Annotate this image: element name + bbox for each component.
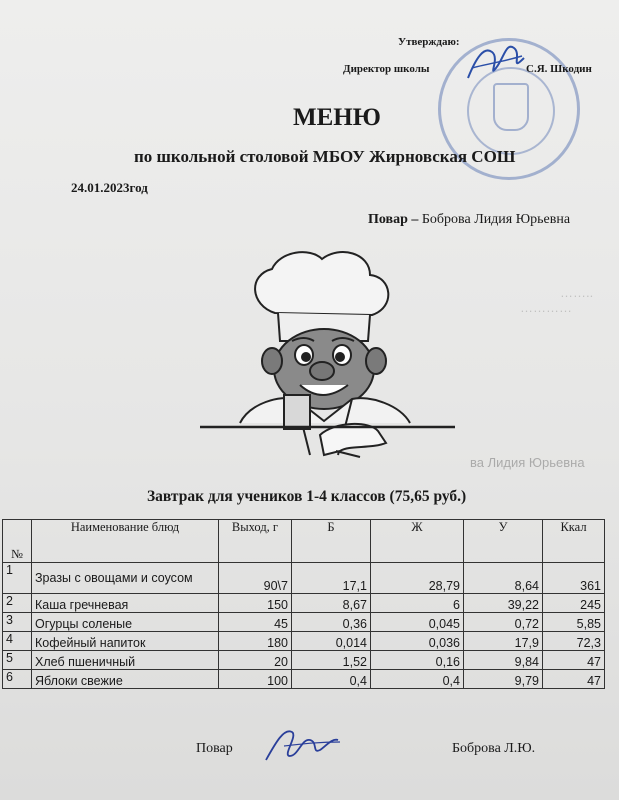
row-kcal: 47 <box>543 670 605 689</box>
row-out: 45 <box>219 613 292 632</box>
row-fat: 0,045 <box>371 613 464 632</box>
row-out: 90\7 <box>219 563 292 594</box>
approve-label: Утверждаю: <box>398 36 460 48</box>
subtitle: по школьной столовой МБОУ Жирновская СОШ <box>134 147 516 166</box>
header-kcal: Ккал <box>543 520 605 563</box>
table-row <box>3 613 605 632</box>
row-fat: 6 <box>371 594 464 613</box>
row-carbs: 9,84 <box>464 651 543 670</box>
director-name: С.Я. Шкодин <box>526 63 592 75</box>
row-kcal: 72,3 <box>543 632 605 651</box>
chef-illustration-icon <box>200 245 460 465</box>
header-protein: Б <box>292 520 371 563</box>
row-name: Яблоки свежие <box>32 670 219 689</box>
row-name: Огурцы соленые <box>32 613 219 632</box>
row-protein: 0,4 <box>292 670 371 689</box>
row-fat: 0,16 <box>371 651 464 670</box>
footer-cook-label: Повар <box>196 741 233 756</box>
table-row <box>3 670 605 689</box>
row-fat: 0,4 <box>371 670 464 689</box>
row-protein: 8,67 <box>292 594 371 613</box>
row-kcal: 5,85 <box>543 613 605 632</box>
table-row <box>3 594 605 613</box>
row-name: Каша гречневая <box>32 594 219 613</box>
page-title: МЕНЮ <box>293 104 381 131</box>
row-num: 3 <box>3 613 32 632</box>
header-carbs: У <box>464 520 543 563</box>
row-name: Кофейный напиток <box>32 632 219 651</box>
row-protein: 0,36 <box>292 613 371 632</box>
menu-table <box>2 519 605 689</box>
row-fat: 28,79 <box>371 563 464 594</box>
header-num: № <box>3 520 32 563</box>
row-out: 20 <box>219 651 292 670</box>
meal-title: Завтрак для учеников 1-4 классов (75,65 руб.) <box>147 488 467 505</box>
row-protein: 0,014 <box>292 632 371 651</box>
table-header-row <box>3 520 605 563</box>
ghost-mark: ………… <box>520 300 572 315</box>
cook-signature-icon <box>262 722 342 768</box>
row-carbs: 39,22 <box>464 594 543 613</box>
cook-label: Повар – <box>368 212 419 227</box>
director-label: Директор школы <box>343 63 430 75</box>
header-fat: Ж <box>371 520 464 563</box>
row-carbs: 9,79 <box>464 670 543 689</box>
row-num: 6 <box>3 670 32 689</box>
row-kcal: 361 <box>543 563 605 594</box>
director-signature-icon <box>462 28 532 90</box>
footer-cook-name: Боброва Л.Ю. <box>452 741 536 756</box>
ghost-mark: …….. <box>560 285 594 300</box>
row-protein: 1,52 <box>292 651 371 670</box>
row-num: 1 <box>3 563 32 594</box>
row-name: Зразы с овощами и соусом <box>32 563 219 594</box>
table-row <box>3 563 605 594</box>
row-name: Хлеб пшеничный <box>32 651 219 670</box>
row-num: 4 <box>3 632 32 651</box>
row-kcal: 245 <box>543 594 605 613</box>
cook-line <box>368 212 570 228</box>
row-carbs: 0,72 <box>464 613 543 632</box>
ghost-name: ва Лидия Юрьевна <box>470 455 585 470</box>
row-num: 5 <box>3 651 32 670</box>
row-fat: 0,036 <box>371 632 464 651</box>
row-protein: 17,1 <box>292 563 371 594</box>
row-carbs: 17,9 <box>464 632 543 651</box>
header-out: Выход, г <box>219 520 292 563</box>
table-row <box>3 651 605 670</box>
row-kcal: 47 <box>543 651 605 670</box>
row-carbs: 8,64 <box>464 563 543 594</box>
table-row <box>3 632 605 651</box>
row-out: 180 <box>219 632 292 651</box>
row-num: 2 <box>3 594 32 613</box>
row-out: 100 <box>219 670 292 689</box>
menu-date: 24.01.2023год <box>71 180 148 195</box>
header-name: Наименование блюд <box>32 520 219 563</box>
cook-name: Боброва Лидия Юрьевна <box>421 212 571 227</box>
row-out: 150 <box>219 594 292 613</box>
